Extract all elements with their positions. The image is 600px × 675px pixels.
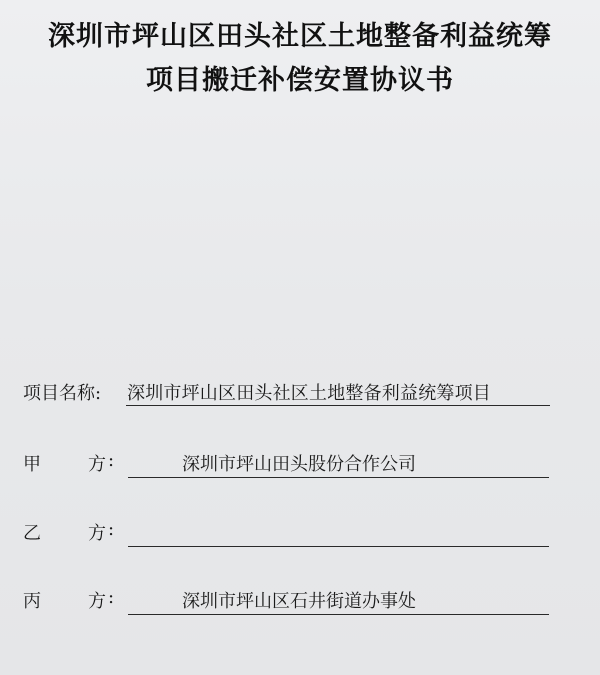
party-c-value: 深圳市坪山区石井街道办事处 [182,591,416,612]
party-c-underline [128,614,549,615]
party-b-row [0,519,600,551]
party-b-colon: : [108,519,115,540]
project-name-underline [126,405,550,406]
party-c-colon: : [108,587,115,608]
party-a-row [0,450,600,482]
project-name-label: 项目名称: [23,383,102,404]
party-a-value: 深圳市坪山田头股份合作公司 [182,454,416,475]
party-b-label-char1: 乙 [23,523,41,544]
party-c-label-char1: 丙 [23,591,41,612]
party-c-label-char2: 方 [88,591,106,612]
party-a-label-char2: 方 [88,454,106,475]
party-a-underline [128,477,549,478]
party-a-label-char1: 甲 [23,454,41,475]
project-name-value: 深圳市坪山区田头社区土地整备利益统筹项目 [127,383,491,404]
document-title-line-1: 深圳市坪山区田头社区土地整备利益统筹 [48,21,552,52]
party-b-label-char2: 方 [88,523,106,544]
party-b-underline [128,546,549,547]
party-c-row [0,587,600,619]
document-title-line-2: 项目搬迁补偿安置协议书 [146,65,454,96]
party-a-colon: : [108,450,115,471]
project-name-row [0,379,600,411]
